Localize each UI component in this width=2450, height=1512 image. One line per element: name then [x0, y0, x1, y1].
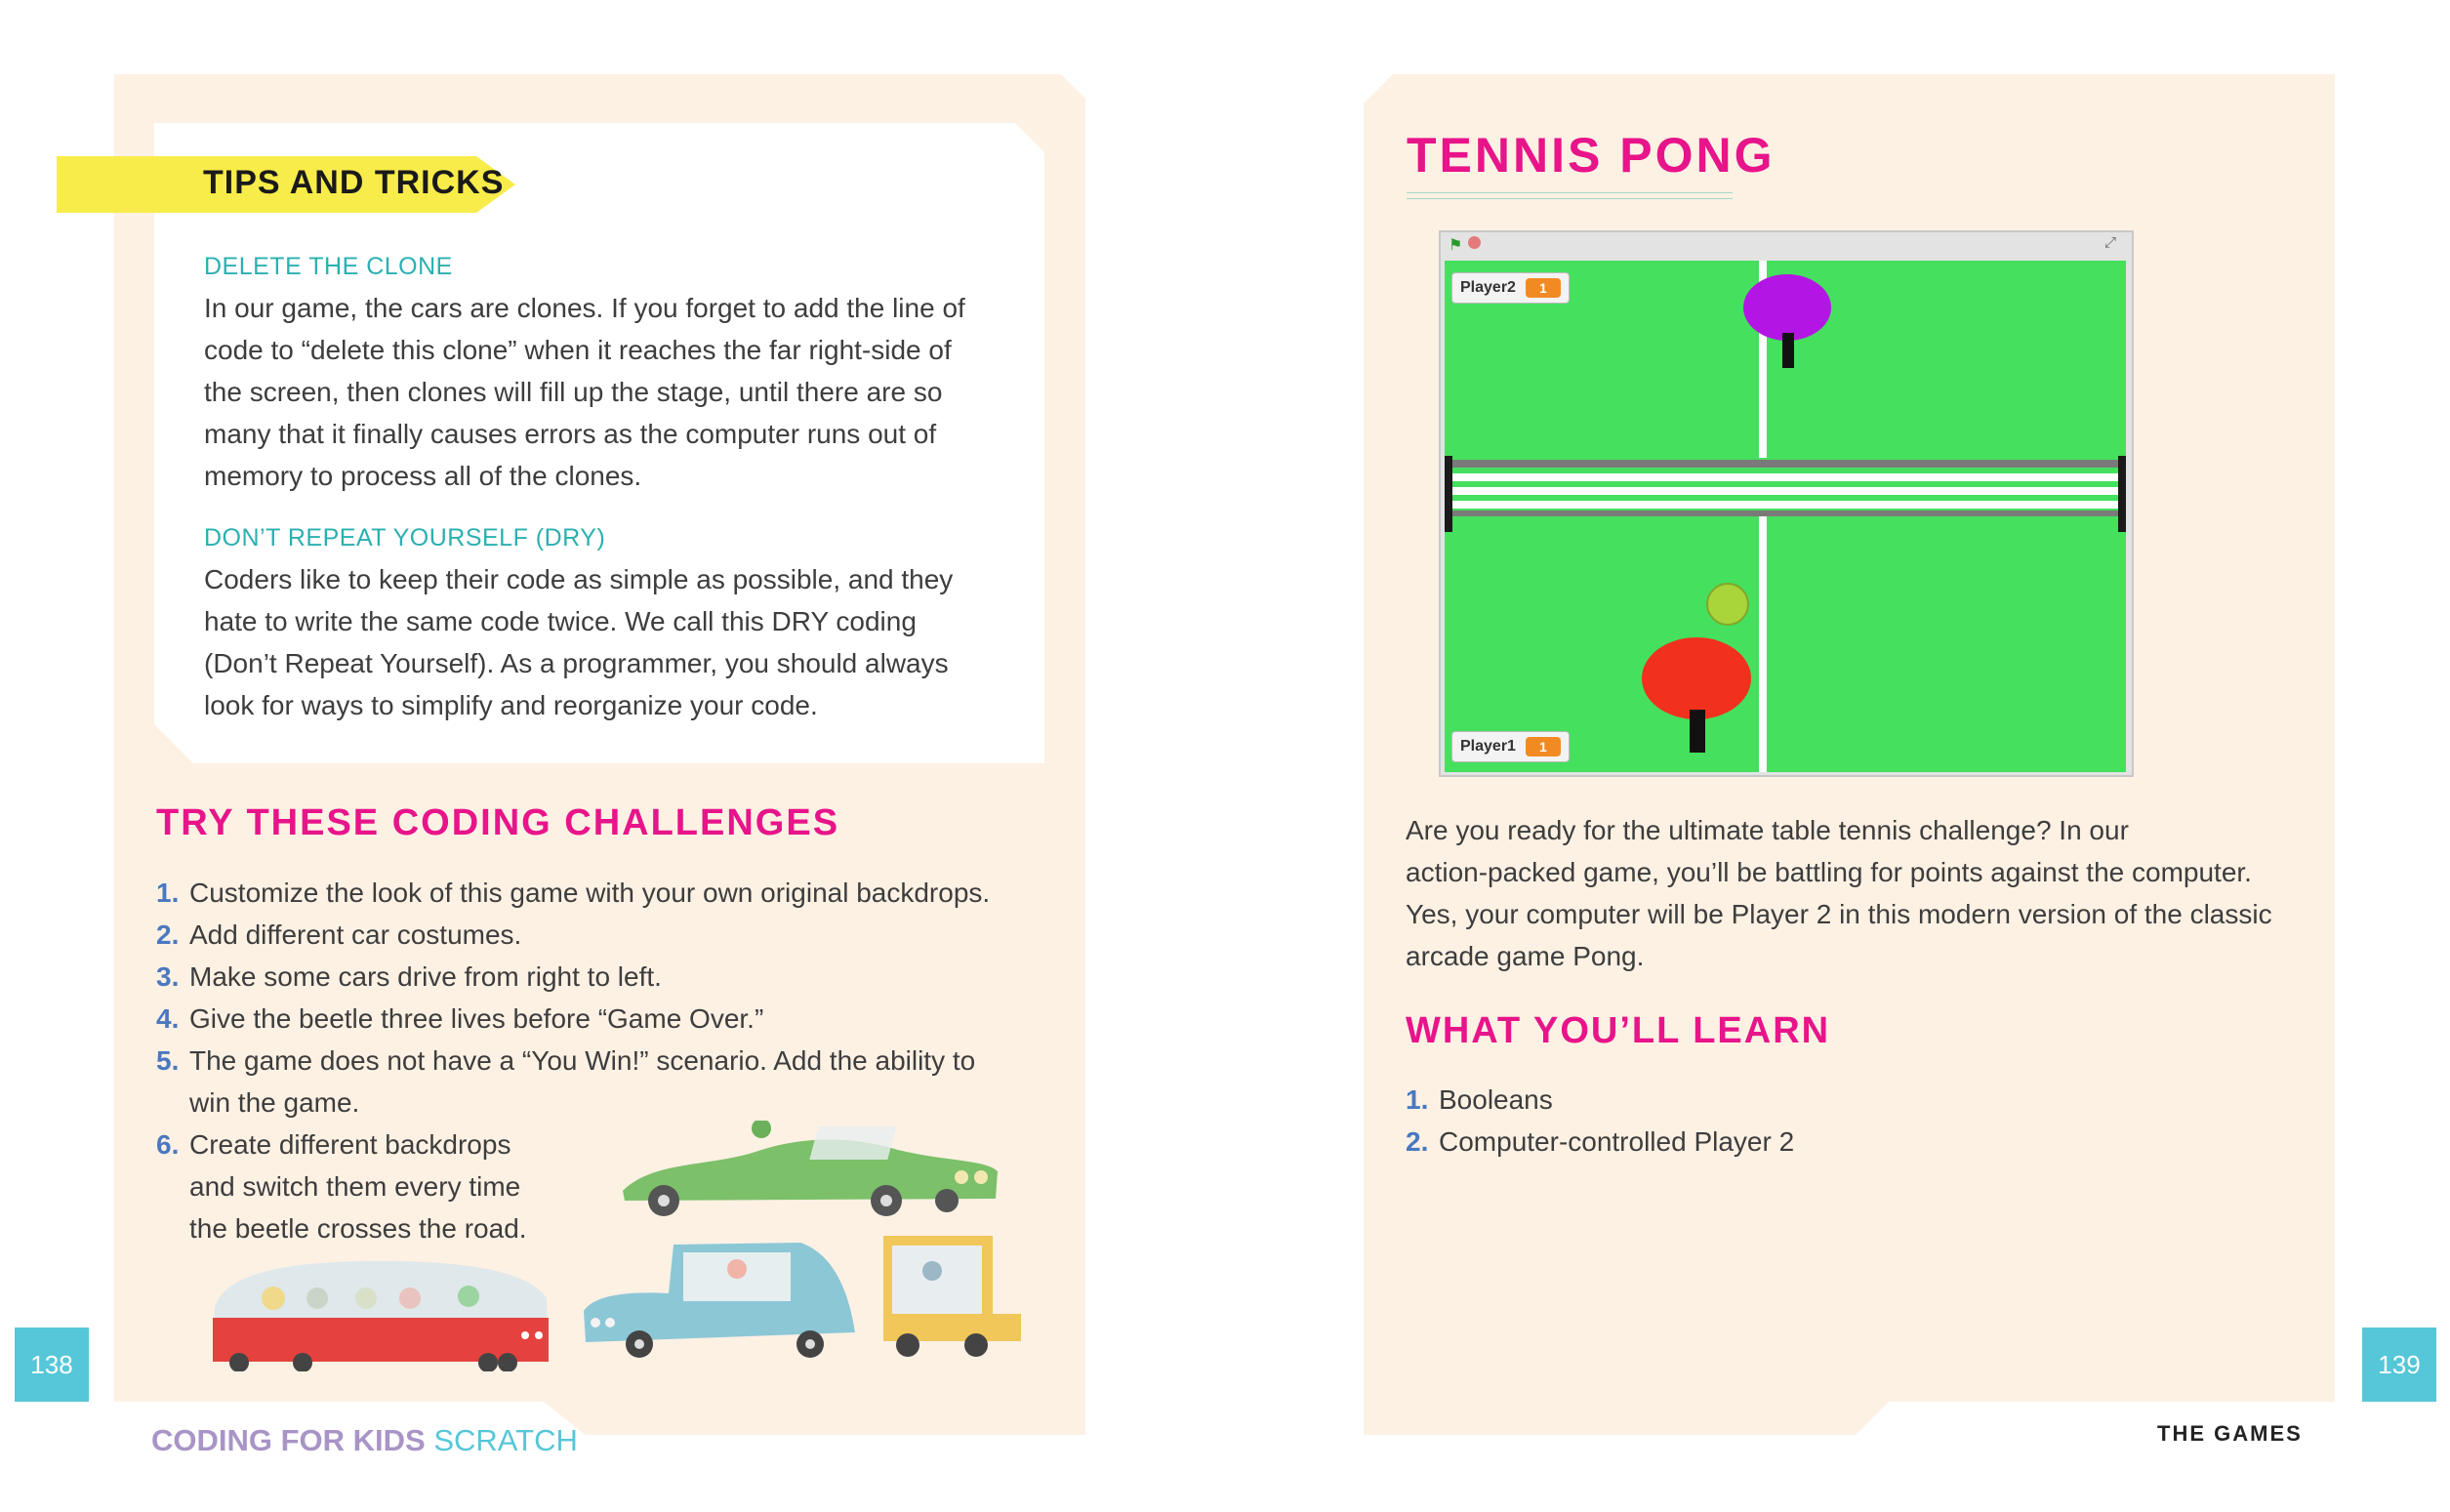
list-item: 3. Make some cars drive from right to left.: [156, 961, 662, 992]
court-graphics: [1445, 261, 2126, 772]
player1-paddle: [1642, 637, 1751, 719]
footer-brand: [151, 1423, 578, 1458]
player1-label: Player1: [1460, 738, 1516, 755]
tip-heading-delete-clone: DELETE THE CLONE: [204, 253, 453, 280]
list-item: 2. Computer-controlled Player 2: [1406, 1126, 1795, 1157]
ball: [1707, 584, 1748, 625]
green-flag-icon[interactable]: ⚑: [1449, 235, 1463, 254]
brand-scratch: SCRATCH: [433, 1423, 578, 1457]
yellow-car-illustration: [878, 1230, 1025, 1362]
page-title: TENNIS PONG: [1407, 128, 1776, 183]
footer-section-label: THE GAMES: [2157, 1421, 2303, 1446]
list-item: 1. Booleans: [1406, 1084, 1553, 1115]
list-item: 1. Customize the look of this game with your own original backdrops.: [156, 878, 991, 908]
player2-paddle: [1743, 274, 1831, 341]
player2-label: Player2: [1460, 279, 1516, 296]
tip-body-dry: Coders like to keep their code as simple as possible, and they hate to write the same code twice. We call this DRY coding (Don’t Repeat Yourself). As a programmer, you should always look for ways to simplify and reorganize your code.: [204, 564, 954, 720]
game-stage: [1445, 261, 2126, 772]
page-number-tab-left: 138: [15, 1328, 89, 1402]
fullscreen-icon[interactable]: ⤢: [2104, 233, 2117, 251]
tip-body-delete-clone: In our game, the cars are clones. If you forget to add the line of code to “delete this clone” when it reaches the far right-side of the screen, then clones will fill up the stage, until there are so many that it finally causes errors as the computer runs out of memory to process all of the clones.: [204, 293, 965, 491]
challenges-title: TRY THESE CODING CHALLENGES: [156, 802, 840, 843]
list-item: 2. Add different car costumes.: [156, 919, 522, 950]
blue-car-illustration: [576, 1235, 859, 1362]
list-item: 5. The game does not have a “You Win!” scenario. Add the ability to win the game.: [156, 1045, 976, 1118]
player2-score: 1: [1526, 278, 1561, 298]
player1-score-display: [1451, 731, 1570, 762]
brand-coding-for-kids: CODING FOR KIDS: [151, 1423, 426, 1457]
intro-paragraph: Are you ready for the ultimate table tennis challenge? In our action-packed game, you’ll be battling for points against the computer. Yes, your computer will be Player 2 in this modern version of the classic arcade game Pong.: [1406, 815, 2272, 971]
tip-heading-dry: DON’T REPEAT YOURSELF (DRY): [204, 524, 606, 552]
page-number-tab-right: 139: [2362, 1328, 2436, 1402]
stop-icon[interactable]: [1468, 236, 1481, 249]
learn-title: WHAT YOU’LL LEARN: [1406, 1010, 1831, 1051]
learn-list: [1406, 1079, 2284, 1163]
title-underline: [1407, 192, 1733, 199]
tips-title: TIPS AND TRICKS: [203, 164, 505, 201]
green-racecar-illustration: [615, 1121, 1005, 1218]
list-item: 4. Give the beetle three lives before “Game Over.”: [156, 1003, 764, 1034]
player1-score: 1: [1526, 737, 1561, 756]
red-bus-illustration: [205, 1259, 556, 1371]
player2-score-display: [1451, 272, 1570, 304]
list-item: 6. Create different backdrops and switch them every time the beetle crosses the road.: [156, 1129, 527, 1244]
